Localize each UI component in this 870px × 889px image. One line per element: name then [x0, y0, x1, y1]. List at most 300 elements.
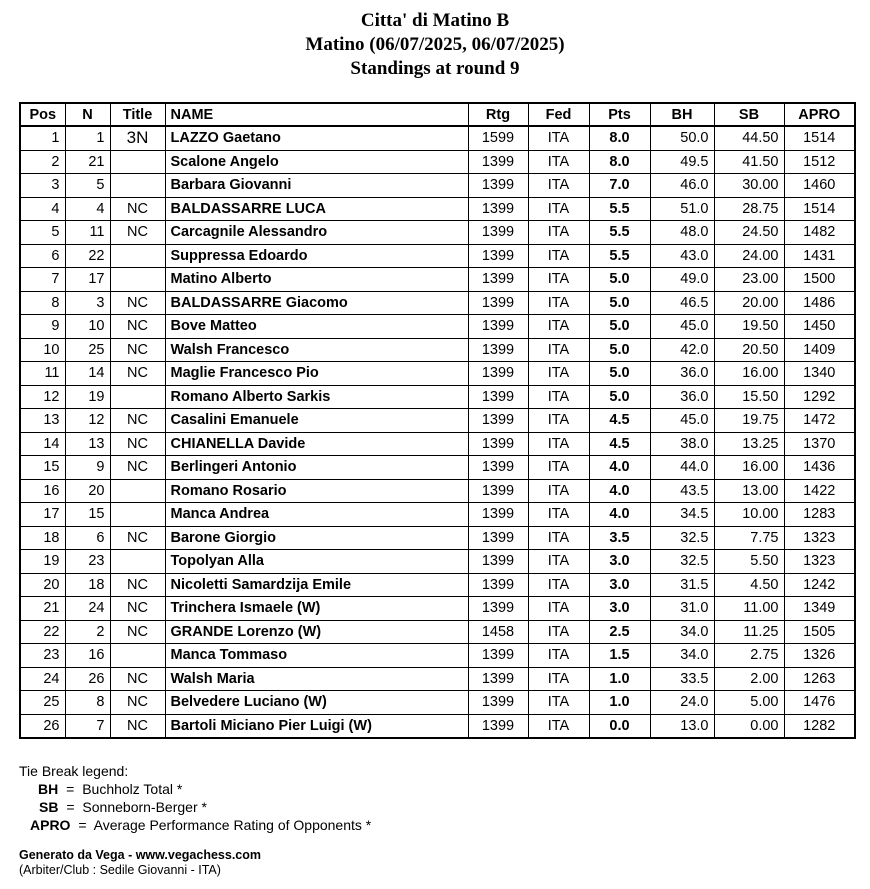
cell-rtg: 1399	[468, 150, 528, 174]
cell-fed: ITA	[528, 479, 589, 503]
cell-n: 4	[65, 197, 110, 221]
cell-apro: 1326	[784, 644, 855, 668]
cell-fed: ITA	[528, 268, 589, 292]
cell-title: 3N	[110, 126, 165, 150]
cell-rtg: 1399	[468, 244, 528, 268]
cell-name: Manca Andrea	[165, 503, 468, 527]
cell-bh: 31.5	[650, 573, 714, 597]
cell-rtg: 1399	[468, 526, 528, 550]
cell-rtg: 1399	[468, 644, 528, 668]
col-header-fed: Fed	[528, 103, 589, 126]
cell-fed: ITA	[528, 409, 589, 433]
legend-separator: =	[78, 817, 87, 833]
legend-description: Sonneborn-Berger *	[82, 799, 207, 815]
table-row	[20, 503, 855, 527]
cell-pts: 5.0	[589, 291, 650, 315]
legend-key: APRO	[30, 817, 71, 833]
cell-pts: 1.0	[589, 691, 650, 715]
cell-n: 11	[65, 221, 110, 245]
cell-rtg: 1399	[468, 691, 528, 715]
cell-n: 14	[65, 362, 110, 386]
cell-fed: ITA	[528, 432, 589, 456]
cell-fed: ITA	[528, 644, 589, 668]
cell-name: Bartoli Miciano Pier Luigi (W)	[165, 714, 468, 738]
cell-sb: 13.00	[714, 479, 784, 503]
cell-sb: 24.00	[714, 244, 784, 268]
cell-n: 8	[65, 691, 110, 715]
table-row	[20, 409, 855, 433]
cell-title	[110, 174, 165, 198]
cell-rtg: 1458	[468, 620, 528, 644]
cell-fed: ITA	[528, 620, 589, 644]
cell-n: 9	[65, 456, 110, 480]
legend-description: Average Performance Rating of Opponents *	[93, 817, 372, 833]
cell-pos: 2	[20, 150, 65, 174]
cell-n: 16	[65, 644, 110, 668]
cell-name: Trinchera Ismaele (W)	[165, 597, 468, 621]
cell-title: NC	[110, 291, 165, 315]
table-row	[20, 268, 855, 292]
cell-name: Walsh Francesco	[165, 338, 468, 362]
cell-apro: 1323	[784, 526, 855, 550]
cell-fed: ITA	[528, 714, 589, 738]
cell-apro: 1514	[784, 197, 855, 221]
cell-bh: 31.0	[650, 597, 714, 621]
cell-bh: 43.0	[650, 244, 714, 268]
cell-n: 2	[65, 620, 110, 644]
report-title	[0, 9, 870, 81]
cell-n: 26	[65, 667, 110, 691]
cell-apro: 1242	[784, 573, 855, 597]
cell-n: 18	[65, 573, 110, 597]
cell-bh: 50.0	[650, 126, 714, 150]
cell-sb: 16.00	[714, 362, 784, 386]
cell-apro: 1283	[784, 503, 855, 527]
cell-title: NC	[110, 526, 165, 550]
cell-sb: 0.00	[714, 714, 784, 738]
cell-n: 20	[65, 479, 110, 503]
cell-pts: 5.5	[589, 244, 650, 268]
cell-pos: 26	[20, 714, 65, 738]
cell-pts: 2.5	[589, 620, 650, 644]
cell-title: NC	[110, 667, 165, 691]
cell-n: 13	[65, 432, 110, 456]
legend-key: BH	[38, 781, 59, 797]
cell-name: Romano Rosario	[165, 479, 468, 503]
cell-name: CHIANELLA Davide	[165, 432, 468, 456]
cell-title	[110, 244, 165, 268]
cell-title	[110, 385, 165, 409]
cell-bh: 34.0	[650, 620, 714, 644]
cell-title: NC	[110, 362, 165, 386]
cell-name: Romano Alberto Sarkis	[165, 385, 468, 409]
cell-pts: 5.0	[589, 315, 650, 339]
table-row	[20, 362, 855, 386]
cell-n: 24	[65, 597, 110, 621]
cell-bh: 33.5	[650, 667, 714, 691]
legend-separator: =	[66, 781, 75, 797]
cell-bh: 42.0	[650, 338, 714, 362]
cell-sb: 5.50	[714, 550, 784, 574]
cell-title	[110, 644, 165, 668]
cell-title: NC	[110, 221, 165, 245]
cell-rtg: 1399	[468, 432, 528, 456]
cell-apro: 1514	[784, 126, 855, 150]
cell-pos: 5	[20, 221, 65, 245]
cell-pts: 3.0	[589, 550, 650, 574]
cell-bh: 46.5	[650, 291, 714, 315]
cell-pos: 11	[20, 362, 65, 386]
cell-pts: 1.5	[589, 644, 650, 668]
cell-n: 10	[65, 315, 110, 339]
cell-fed: ITA	[528, 503, 589, 527]
table-header-row	[20, 103, 855, 126]
cell-apro: 1323	[784, 550, 855, 574]
cell-pos: 21	[20, 597, 65, 621]
cell-sb: 11.25	[714, 620, 784, 644]
cell-apro: 1422	[784, 479, 855, 503]
cell-name: Barbara Giovanni	[165, 174, 468, 198]
cell-pos: 14	[20, 432, 65, 456]
cell-rtg: 1399	[468, 503, 528, 527]
cell-bh: 45.0	[650, 315, 714, 339]
table-row	[20, 691, 855, 715]
cell-pos: 24	[20, 667, 65, 691]
cell-pts: 4.0	[589, 503, 650, 527]
table-row	[20, 432, 855, 456]
cell-fed: ITA	[528, 362, 589, 386]
table-row	[20, 244, 855, 268]
table-row	[20, 620, 855, 644]
cell-title	[110, 550, 165, 574]
cell-title: NC	[110, 597, 165, 621]
cell-fed: ITA	[528, 385, 589, 409]
cell-n: 15	[65, 503, 110, 527]
col-header-sb: SB	[714, 103, 784, 126]
cell-bh: 49.0	[650, 268, 714, 292]
cell-name: Barone Giorgio	[165, 526, 468, 550]
cell-rtg: 1399	[468, 550, 528, 574]
cell-title	[110, 150, 165, 174]
cell-fed: ITA	[528, 244, 589, 268]
cell-pos: 3	[20, 174, 65, 198]
cell-fed: ITA	[528, 597, 589, 621]
table-row	[20, 479, 855, 503]
legend-heading: Tie Break legend:	[19, 763, 129, 779]
table-row	[20, 526, 855, 550]
cell-title	[110, 268, 165, 292]
cell-pts: 3.5	[589, 526, 650, 550]
cell-rtg: 1399	[468, 479, 528, 503]
table-row	[20, 315, 855, 339]
cell-pos: 8	[20, 291, 65, 315]
col-header-apro: APRO	[784, 103, 855, 126]
cell-pts: 4.5	[589, 432, 650, 456]
cell-name: Carcagnile Alessandro	[165, 221, 468, 245]
table-row	[20, 221, 855, 245]
cell-pos: 16	[20, 479, 65, 503]
cell-name: Nicoletti Samardzija Emile	[165, 573, 468, 597]
cell-name: BALDASSARRE Giacomo	[165, 291, 468, 315]
cell-n: 12	[65, 409, 110, 433]
legend-item-bh	[19, 780, 371, 798]
table-row	[20, 550, 855, 574]
cell-sb: 41.50	[714, 150, 784, 174]
cell-sb: 20.00	[714, 291, 784, 315]
cell-name: Topolyan Alla	[165, 550, 468, 574]
cell-apro: 1349	[784, 597, 855, 621]
cell-pts: 3.0	[589, 573, 650, 597]
cell-apro: 1472	[784, 409, 855, 433]
cell-rtg: 1399	[468, 385, 528, 409]
cell-name: Casalini Emanuele	[165, 409, 468, 433]
cell-fed: ITA	[528, 526, 589, 550]
cell-sb: 19.50	[714, 315, 784, 339]
cell-name: Belvedere Luciano (W)	[165, 691, 468, 715]
cell-name: LAZZO Gaetano	[165, 126, 468, 150]
cell-bh: 24.0	[650, 691, 714, 715]
table-row	[20, 174, 855, 198]
cell-pts: 8.0	[589, 150, 650, 174]
cell-n: 23	[65, 550, 110, 574]
cell-rtg: 1399	[468, 573, 528, 597]
cell-fed: ITA	[528, 291, 589, 315]
col-header-n: N	[65, 103, 110, 126]
cell-rtg: 1399	[468, 409, 528, 433]
cell-title: NC	[110, 573, 165, 597]
table-row	[20, 714, 855, 738]
cell-apro: 1436	[784, 456, 855, 480]
cell-name: BALDASSARRE LUCA	[165, 197, 468, 221]
cell-n: 6	[65, 526, 110, 550]
cell-pos: 12	[20, 385, 65, 409]
cell-apro: 1460	[784, 174, 855, 198]
cell-sb: 4.50	[714, 573, 784, 597]
cell-pts: 5.5	[589, 197, 650, 221]
cell-pos: 19	[20, 550, 65, 574]
cell-apro: 1476	[784, 691, 855, 715]
table-row	[20, 150, 855, 174]
cell-bh: 34.0	[650, 644, 714, 668]
cell-sb: 13.25	[714, 432, 784, 456]
cell-title: NC	[110, 432, 165, 456]
cell-apro: 1500	[784, 268, 855, 292]
cell-bh: 32.5	[650, 550, 714, 574]
cell-rtg: 1399	[468, 362, 528, 386]
cell-pos: 17	[20, 503, 65, 527]
cell-fed: ITA	[528, 691, 589, 715]
cell-rtg: 1399	[468, 714, 528, 738]
col-header-rtg: Rtg	[468, 103, 528, 126]
cell-name: Scalone Angelo	[165, 150, 468, 174]
cell-pts: 5.0	[589, 362, 650, 386]
cell-n: 5	[65, 174, 110, 198]
cell-fed: ITA	[528, 573, 589, 597]
cell-bh: 36.0	[650, 385, 714, 409]
cell-sb: 30.00	[714, 174, 784, 198]
cell-n: 21	[65, 150, 110, 174]
cell-bh: 13.0	[650, 714, 714, 738]
col-header-bh: BH	[650, 103, 714, 126]
cell-sb: 23.00	[714, 268, 784, 292]
cell-sb: 20.50	[714, 338, 784, 362]
table-row	[20, 197, 855, 221]
cell-sb: 7.75	[714, 526, 784, 550]
cell-pos: 7	[20, 268, 65, 292]
cell-bh: 34.5	[650, 503, 714, 527]
cell-sb: 5.00	[714, 691, 784, 715]
cell-pos: 15	[20, 456, 65, 480]
standings-round: Standings at round 9	[350, 58, 520, 79]
cell-bh: 43.5	[650, 479, 714, 503]
cell-title: NC	[110, 197, 165, 221]
cell-fed: ITA	[528, 456, 589, 480]
cell-rtg: 1399	[468, 456, 528, 480]
cell-bh: 48.0	[650, 221, 714, 245]
cell-title: NC	[110, 456, 165, 480]
cell-name: Suppressa Edoardo	[165, 244, 468, 268]
cell-title: NC	[110, 691, 165, 715]
legend-item-apro	[19, 816, 371, 834]
cell-pos: 18	[20, 526, 65, 550]
cell-pos: 13	[20, 409, 65, 433]
table-row	[20, 385, 855, 409]
cell-bh: 32.5	[650, 526, 714, 550]
cell-n: 17	[65, 268, 110, 292]
cell-rtg: 1399	[468, 315, 528, 339]
cell-fed: ITA	[528, 221, 589, 245]
cell-sb: 10.00	[714, 503, 784, 527]
cell-fed: ITA	[528, 150, 589, 174]
footer	[19, 848, 261, 878]
cell-fed: ITA	[528, 197, 589, 221]
cell-pts: 5.0	[589, 268, 650, 292]
cell-fed: ITA	[528, 174, 589, 198]
cell-n: 3	[65, 291, 110, 315]
cell-pts: 4.5	[589, 409, 650, 433]
standings-body	[20, 126, 855, 738]
cell-fed: ITA	[528, 126, 589, 150]
cell-title	[110, 503, 165, 527]
cell-sb: 19.75	[714, 409, 784, 433]
cell-sb: 2.75	[714, 644, 784, 668]
cell-title: NC	[110, 620, 165, 644]
cell-rtg: 1399	[468, 338, 528, 362]
cell-rtg: 1399	[468, 174, 528, 198]
legend-item-sb	[19, 798, 371, 816]
cell-pts: 0.0	[589, 714, 650, 738]
cell-fed: ITA	[528, 550, 589, 574]
cell-n: 25	[65, 338, 110, 362]
cell-n: 7	[65, 714, 110, 738]
standings-table	[19, 102, 856, 739]
cell-apro: 1340	[784, 362, 855, 386]
cell-n: 1	[65, 126, 110, 150]
cell-rtg: 1399	[468, 667, 528, 691]
cell-rtg: 1399	[468, 197, 528, 221]
cell-pos: 20	[20, 573, 65, 597]
cell-apro: 1282	[784, 714, 855, 738]
cell-pts: 3.0	[589, 597, 650, 621]
cell-apro: 1450	[784, 315, 855, 339]
table-row	[20, 573, 855, 597]
cell-sb: 24.50	[714, 221, 784, 245]
cell-pts: 5.0	[589, 338, 650, 362]
table-row	[20, 456, 855, 480]
cell-apro: 1370	[784, 432, 855, 456]
cell-name: Matino Alberto	[165, 268, 468, 292]
cell-bh: 45.0	[650, 409, 714, 433]
cell-pos: 1	[20, 126, 65, 150]
legend-description: Buchholz Total *	[82, 781, 183, 797]
cell-rtg: 1399	[468, 221, 528, 245]
table-row	[20, 597, 855, 621]
cell-apro: 1505	[784, 620, 855, 644]
cell-sb: 15.50	[714, 385, 784, 409]
col-header-pts: Pts	[589, 103, 650, 126]
cell-bh: 38.0	[650, 432, 714, 456]
cell-pos: 23	[20, 644, 65, 668]
cell-sb: 2.00	[714, 667, 784, 691]
cell-rtg: 1399	[468, 268, 528, 292]
table-row	[20, 644, 855, 668]
col-header-title: Title	[110, 103, 165, 126]
cell-fed: ITA	[528, 338, 589, 362]
cell-pts: 5.5	[589, 221, 650, 245]
generator-credit: Generato da Vega - www.vegachess.com	[19, 848, 261, 862]
cell-sb: 16.00	[714, 456, 784, 480]
col-header-pos: Pos	[20, 103, 65, 126]
cell-n: 19	[65, 385, 110, 409]
cell-apro: 1431	[784, 244, 855, 268]
cell-name: Manca Tommaso	[165, 644, 468, 668]
tournament-name: Citta' di Matino B	[360, 10, 510, 31]
cell-pos: 10	[20, 338, 65, 362]
cell-rtg: 1599	[468, 126, 528, 150]
cell-apro: 1486	[784, 291, 855, 315]
cell-name: Berlingeri Antonio	[165, 456, 468, 480]
cell-name: GRANDE Lorenzo (W)	[165, 620, 468, 644]
cell-title: NC	[110, 409, 165, 433]
table-row	[20, 667, 855, 691]
table-row	[20, 338, 855, 362]
tie-break-legend	[19, 762, 371, 834]
cell-rtg: 1399	[468, 597, 528, 621]
arbiter-info: (Arbiter/Club : Sedile Giovanni - ITA)	[19, 863, 221, 877]
cell-apro: 1263	[784, 667, 855, 691]
cell-pts: 4.0	[589, 456, 650, 480]
cell-pos: 9	[20, 315, 65, 339]
cell-name: Maglie Francesco Pio	[165, 362, 468, 386]
cell-apro: 1292	[784, 385, 855, 409]
cell-fed: ITA	[528, 667, 589, 691]
cell-apro: 1409	[784, 338, 855, 362]
cell-pos: 6	[20, 244, 65, 268]
cell-bh: 46.0	[650, 174, 714, 198]
cell-pts: 8.0	[589, 126, 650, 150]
table-row	[20, 291, 855, 315]
cell-name: Bove Matteo	[165, 315, 468, 339]
cell-title: NC	[110, 338, 165, 362]
cell-title: NC	[110, 714, 165, 738]
cell-pts: 7.0	[589, 174, 650, 198]
cell-fed: ITA	[528, 315, 589, 339]
cell-pos: 22	[20, 620, 65, 644]
cell-sb: 28.75	[714, 197, 784, 221]
cell-apro: 1482	[784, 221, 855, 245]
legend-separator: =	[66, 799, 75, 815]
tournament-location-dates: Matino (06/07/2025, 06/07/2025)	[305, 34, 565, 55]
